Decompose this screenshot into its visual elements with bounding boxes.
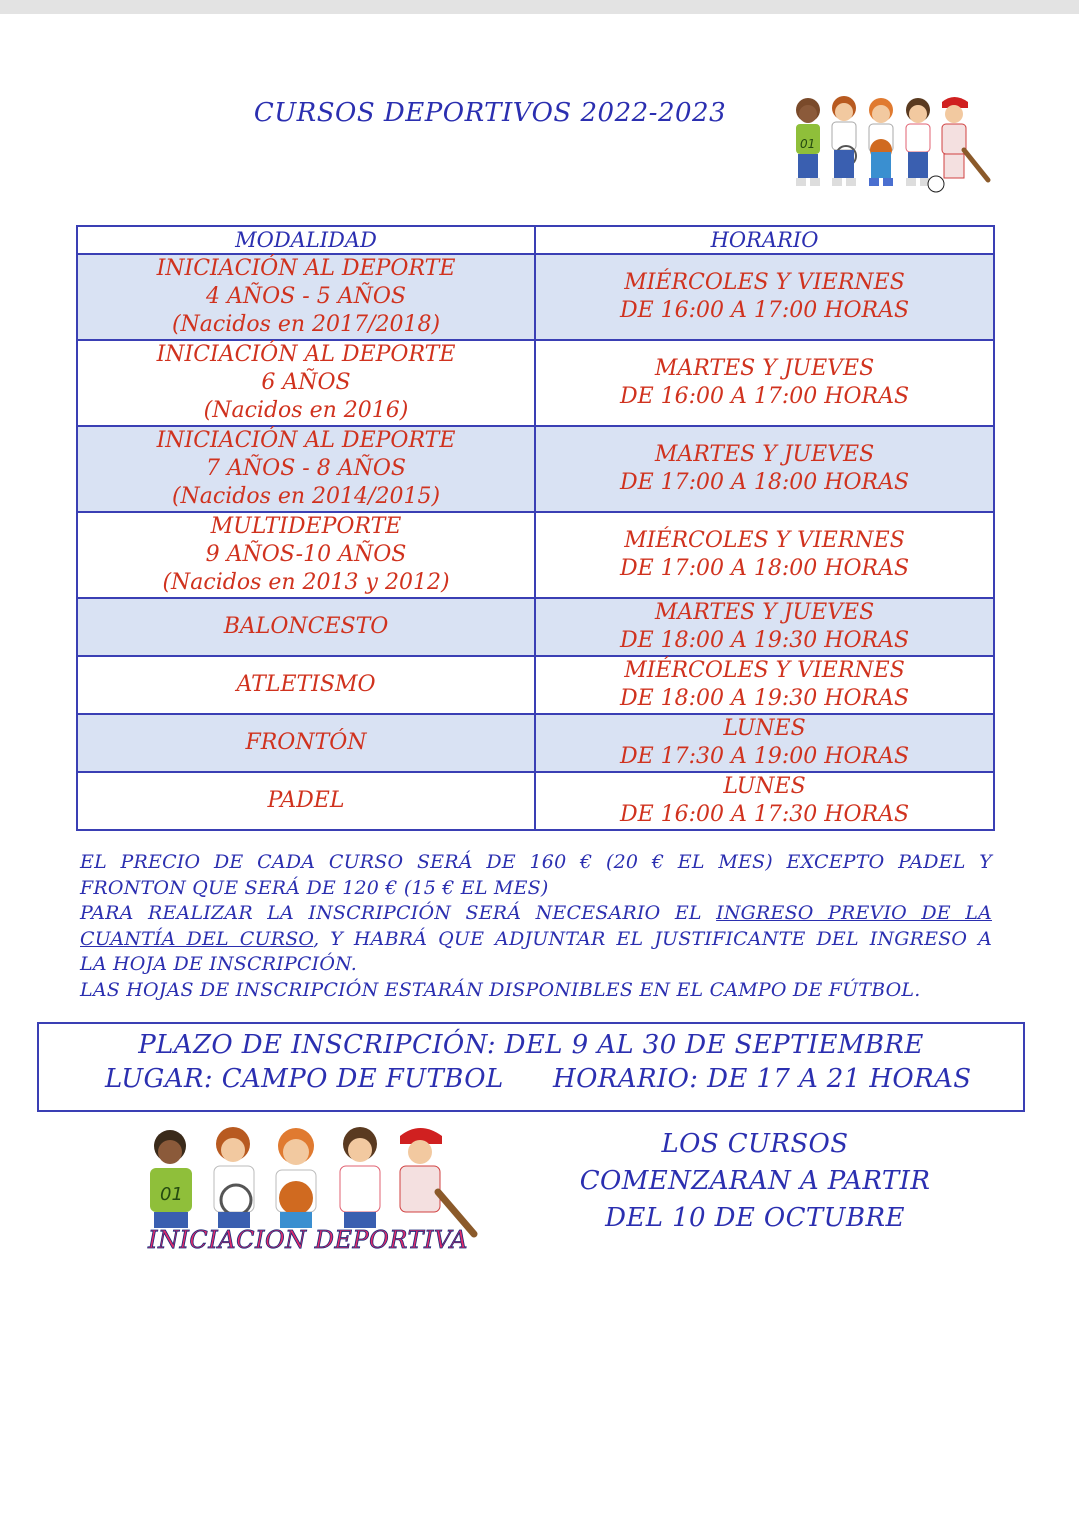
forms-note-line: LAS HOJAS DE INSCRIPCIÓN ESTARÁN DISPONIBLES EN EL CAMPO DE FÚTBOL.: [80, 978, 921, 1001]
kids-illustration-top: [786, 90, 991, 198]
kid-figure: [340, 1127, 380, 1228]
registration-box: [37, 1022, 1025, 1112]
modalidad-cell: MULTIDEPORTE 9 AÑOS-10 AÑOS (Nacidos en 2013 y 2012): [77, 512, 535, 598]
horario-cell: LUNES DE 16:00 A 17:30 HORAS: [535, 772, 994, 830]
registration-period: PLAZO DE INSCRIPCIÓN: DEL 9 AL 30 DE SEPTIEMBRE: [138, 1030, 924, 1060]
table-row: [77, 254, 994, 340]
course-notes: [80, 850, 992, 1003]
kid-figure: [214, 1127, 254, 1228]
registration-hours: HORARIO: DE 17 A 21 HORAS: [553, 1064, 972, 1094]
price-note-line: FRONTON QUE SERÁ DE 120 € (15 € EL MES): [80, 876, 549, 899]
kid-figure: [906, 98, 930, 186]
horario-cell: LUNES DE 17:30 A 19:00 HORAS: [535, 714, 994, 772]
inscription-note-line: LA HOJA DE INSCRIPCIÓN.: [80, 953, 357, 975]
inscription-note-line: CUANTÍA DEL CURSO, Y HABRÁ QUE ADJUNTAR EL JUSTIFICANTE DEL INGRESO A: [80, 927, 993, 950]
kid-figure: [796, 98, 820, 186]
registration-place: LUGAR: CAMPO DE FUTBOL: [105, 1064, 504, 1094]
svg-text:01: 01: [160, 1184, 183, 1205]
modalidad-cell: INICIACIÓN AL DEPORTE 4 AÑOS - 5 AÑOS (Nacidos en 2017/2018): [77, 254, 535, 340]
page-title: CURSOS DEPORTIVOS 2022-2023: [253, 98, 727, 128]
kid-figure: [869, 98, 893, 186]
table-row: [77, 598, 994, 656]
schedule-table: [76, 225, 995, 831]
horario-cell: MARTES Y JUEVES DE 17:00 A 18:00 HORAS: [535, 426, 994, 512]
horario-cell: MIÉRCOLES Y VIERNES DE 16:00 A 17:00 HORAS: [535, 254, 994, 340]
status-bar-strip: [0, 0, 1079, 14]
price-note-line: EL PRECIO DE CADA CURSO SERÁ DE 160 € (20 € EL MES) EXCEPTO PADEL Y: [80, 851, 992, 873]
horario-cell: MARTES Y JUEVES DE 16:00 A 17:00 HORAS: [535, 340, 994, 426]
table-row: [77, 340, 994, 426]
iniciacion-deportiva-logo: [138, 1122, 478, 1256]
table-row: [77, 714, 994, 772]
header-horario: HORARIO: [535, 226, 994, 254]
inscription-note-line: PARA REALIZAR LA INSCRIPCIÓN SERÁ NECESARIO EL INGRESO PREVIO DE LA: [80, 902, 992, 924]
kid-figure: [150, 1130, 192, 1228]
modalidad-cell: INICIACIÓN AL DEPORTE 7 AÑOS - 8 AÑOS (Nacidos en 2014/2015): [77, 426, 535, 512]
modalidad-cell: INICIACIÓN AL DEPORTE 6 AÑOS (Nacidos en 2016): [77, 340, 535, 426]
kid-figure: [832, 96, 856, 186]
table-row: [77, 426, 994, 512]
horario-cell: MIÉRCOLES Y VIERNES DE 17:00 A 18:00 HORAS: [535, 512, 994, 598]
horario-cell: MARTES Y JUEVES DE 18:00 A 19:30 HORAS: [535, 598, 994, 656]
start-line: LOS CURSOS: [661, 1129, 849, 1159]
start-line: COMENZARAN A PARTIR: [579, 1166, 931, 1196]
svg-text:01: 01: [800, 137, 816, 151]
modalidad-cell: ATLETISMO: [77, 656, 535, 714]
start-line: DEL 10 DE OCTUBRE: [605, 1203, 905, 1233]
modalidad-cell: BALONCESTO: [77, 598, 535, 656]
modalidad-cell: PADEL: [77, 772, 535, 830]
kid-figure: [928, 97, 988, 192]
header-modalidad: MODALIDAD: [77, 226, 535, 254]
table-row: [77, 512, 994, 598]
horario-cell: MIÉRCOLES Y VIERNES DE 18:00 A 19:30 HORAS: [535, 656, 994, 714]
course-start-notice: [560, 1126, 950, 1237]
logo-text: INICIACION DEPORTIVA: [147, 1226, 469, 1254]
table-row: [77, 656, 994, 714]
kid-figure: [276, 1128, 316, 1228]
table-header-row: [77, 226, 994, 254]
modalidad-cell: FRONTÓN: [77, 714, 535, 772]
table-row: [77, 772, 994, 830]
